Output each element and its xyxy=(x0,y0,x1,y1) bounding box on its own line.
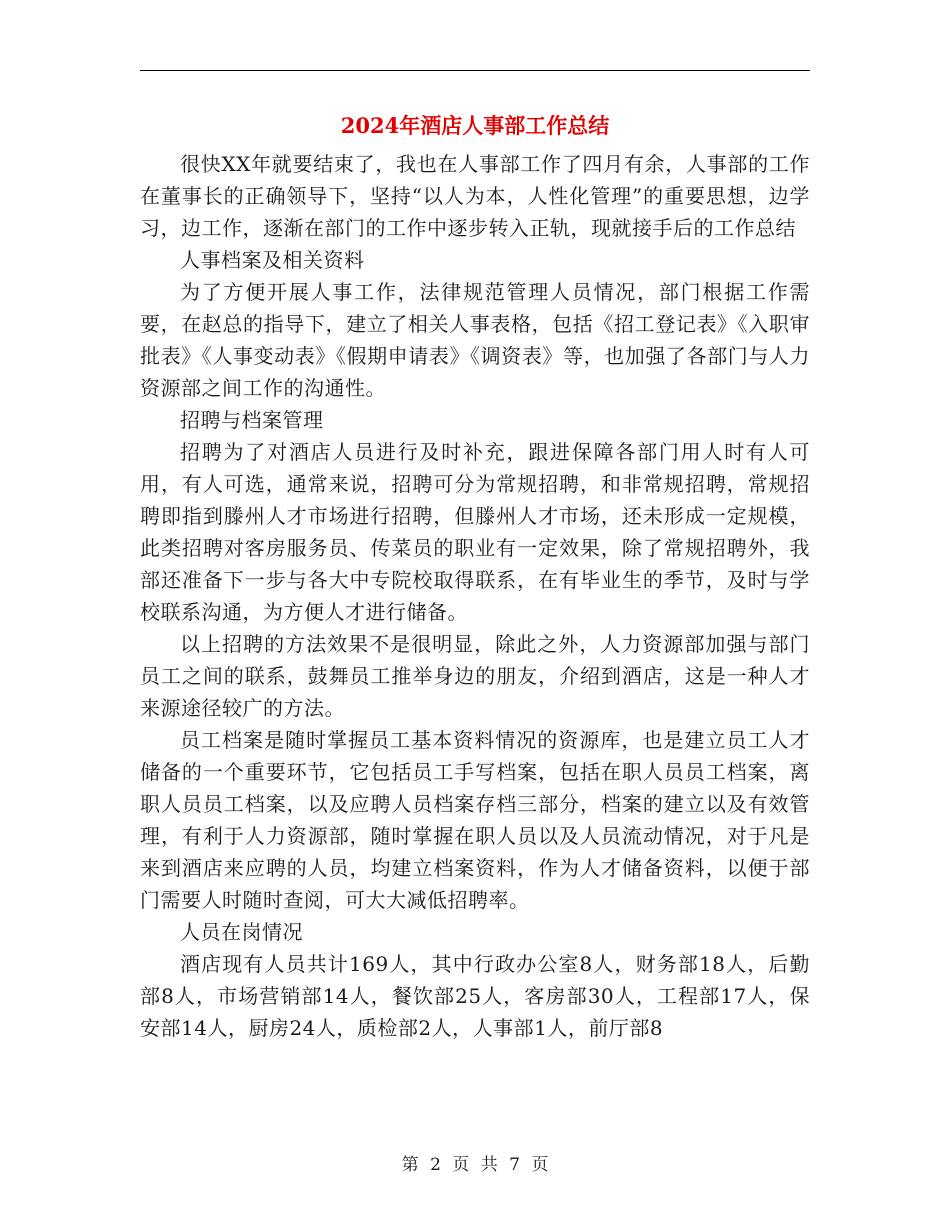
footer-current-page: 2 xyxy=(430,1155,441,1175)
footer-page-word: 页 xyxy=(452,1155,470,1175)
footer-suffix: 页 xyxy=(531,1155,549,1175)
paragraph-personnel-forms: 为了方便开展人事工作，法律规范管理人员情况，部门根据工作需要，在赵总的指导下，建立了相关人事表格，包括《招工登记表》《入职审批表》《人事变动表》《假期申请表》《调资表》等，也加强了各部门与人力资源部之间工作的沟通性。 xyxy=(140,280,810,400)
footer-prefix: 第 xyxy=(401,1155,419,1175)
footer-total-label: 共 xyxy=(480,1155,498,1175)
header-rule xyxy=(140,70,810,71)
paragraph-recruitment: 招聘为了对酒店人员进行及时补充，跟进保障各部门用人时有人可用，有人可选，通常来说，招聘可分为常规招聘，和非常规招聘，常规招聘即指到滕州人才市场进行招聘，但滕州人才市场，还未形成一定规模，此类招聘对客房服务员、传菜员的职业有一定效果，除了常规招聘外，我部还准备下一步与各大中专院校取得联系，在有毕业生的季节，及时与学校联系沟通，为方便人才进行储备。 xyxy=(140,440,810,624)
section-heading-personnel-files: 人事档案及相关资料 xyxy=(180,248,365,272)
page-footer xyxy=(0,1153,950,1177)
document-body xyxy=(140,148,810,1044)
paragraph-intro: 很快XX年就要结束了，我也在人事部工作了四月有余，人事部的工作在董事长的正确领导下，坚持“以人为本，人性化管理”的重要思想，边学习，边工作，逐渐在部门的工作中逐步转入正轨，现就接手后的工作总结 xyxy=(140,152,810,240)
paragraph-recruitment-methods: 以上招聘的方法效果不是很明显，除此之外，人力资源部加强与部门员工之间的联系，鼓舞员工推举身边的朋友，介绍到酒店，这是一种人才来源途径较广的方法。 xyxy=(140,632,810,720)
paragraph-staffing: 酒店现有人员共计169人，其中行政办公室8人，财务部18人，后勤部8人，市场营销部14人，餐饮部25人，客房部30人，工程部17人，保安部14人，厨房24人，质检部2人，人事部1人，前厅部8 xyxy=(140,952,810,1040)
document-title: 2024年酒店人事部工作总结 xyxy=(340,113,610,138)
paragraph-employee-archives: 员工档案是随时掌握员工基本资料情况的资源库，也是建立员工人才储备的一个重要环节，它包括员工手写档案，包括在职人员员工档案，离职人员员工档案，以及应聘人员档案存档三部分，档案的建立以及有效管理，有利于人力资源部，随时掌握在职人员以及人员流动情况，对于凡是来到酒店来应聘的人员，均建立档案资料，作为人才储备资料，以便于部门需要人时随时查阅，可大大减低招聘率。 xyxy=(140,728,810,912)
section-heading-staffing: 人员在岗情况 xyxy=(180,920,303,944)
footer-total-pages: 7 xyxy=(509,1155,520,1175)
section-heading-recruitment: 招聘与档案管理 xyxy=(180,408,324,432)
